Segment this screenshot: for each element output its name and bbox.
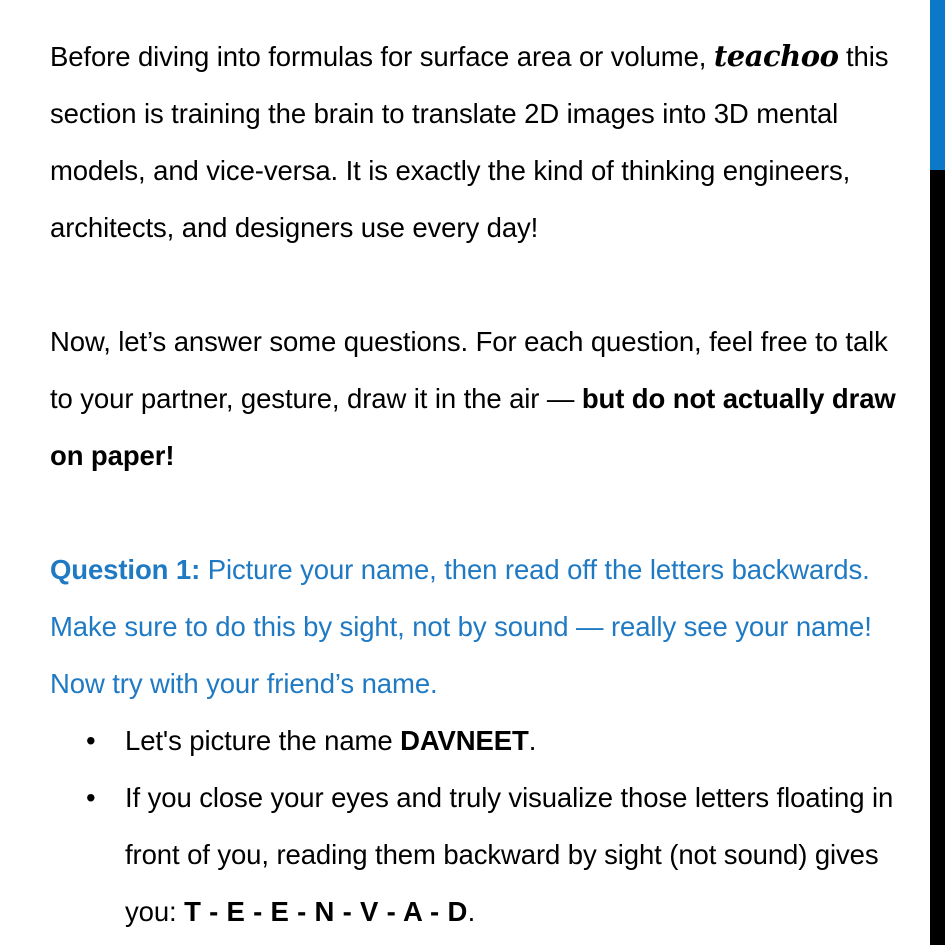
list-item <box>50 769 912 940</box>
bullet-1-suffix: . <box>528 725 537 756</box>
bullet-2-suffix: . <box>467 896 476 927</box>
question-1-body: Picture your name, then read off the letters backwards. Make sure to do this by sight, not by sound — really see your name! Now try with your friend’s name. <box>50 554 872 699</box>
paragraph-question-1 <box>50 541 912 712</box>
vertical-scrollbar-thumb[interactable] <box>930 0 945 170</box>
paragraph-instruction <box>50 313 912 484</box>
bullet-2-bold-letters: T - E - E - N - V - A - D <box>184 896 468 927</box>
intro-text-part1: Before diving into formulas for surface area or volume, <box>50 41 714 72</box>
bullet-dot-icon: • <box>86 782 96 813</box>
instruction-text-bold: but do not actually draw on paper! <box>50 383 896 471</box>
vertical-scrollbar-track[interactable] <box>930 0 945 945</box>
paragraph-gap-2 <box>50 484 912 541</box>
instruction-text-normal: Now, let’s answer some questions. For each question, feel free to talk to your partner, gesture, draw it in the air — <box>50 326 888 414</box>
bullet-1-prefix: Let's picture the name <box>125 725 401 756</box>
teachoo-logo-text: teachoo <box>713 39 839 73</box>
question-1-label: Question 1: <box>50 554 201 585</box>
bullet-1-bold-name: DAVNEET <box>400 725 529 756</box>
paragraph-intro <box>50 28 912 256</box>
top-spacer <box>50 0 912 28</box>
list-item <box>50 712 912 769</box>
bullet-2-prefix: If you close your eyes and truly visualize those letters floating in front of you, reading them backward by sight (not sound) gives you: <box>125 782 894 927</box>
bullet-dot-icon: • <box>86 725 96 756</box>
answer-bullet-list <box>50 712 912 940</box>
paragraph-gap-1 <box>50 256 912 313</box>
slide-content-body <box>50 0 912 945</box>
intro-text-part2: this section is training the brain to translate 2D images into 3D mental models, and vice-versa. It is exactly the kind of thinking engineers, architects, and designers use every day! <box>50 41 889 243</box>
